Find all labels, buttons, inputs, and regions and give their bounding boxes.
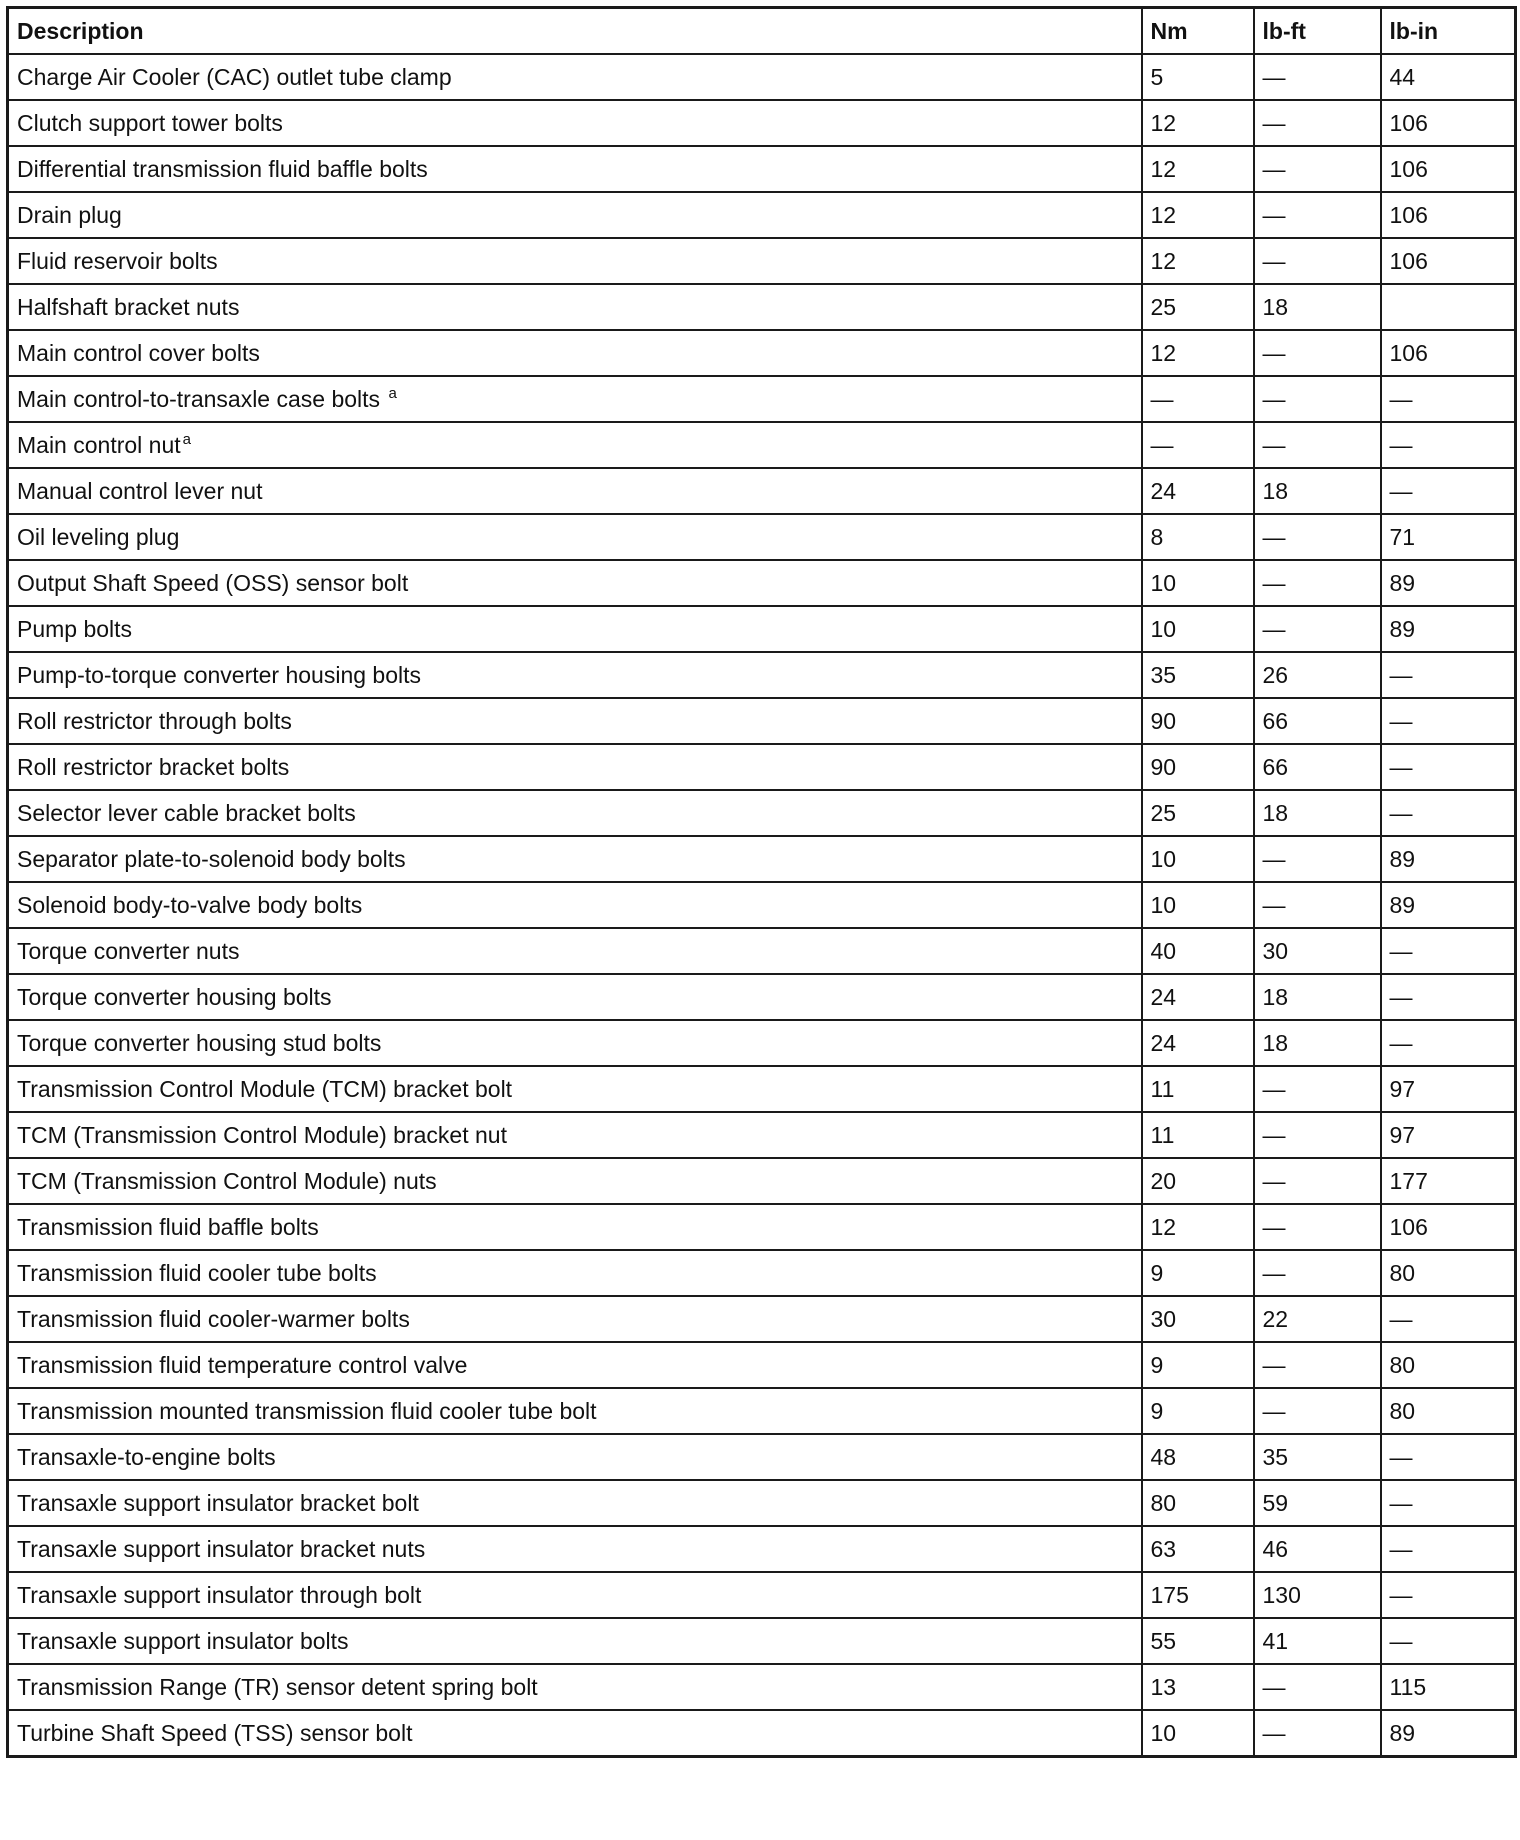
- table-row: [8, 1434, 1516, 1480]
- cell-nm: 48: [1142, 1434, 1254, 1480]
- cell-nm: 10: [1142, 560, 1254, 606]
- table-row: [8, 1158, 1516, 1204]
- description-text: Fluid reservoir bolts: [17, 247, 218, 274]
- cell-nm: 30: [1142, 1296, 1254, 1342]
- cell-nm: 25: [1142, 790, 1254, 836]
- cell-nm: 10: [1142, 836, 1254, 882]
- table-row: [8, 1112, 1516, 1158]
- cell-lb-ft: —: [1254, 1388, 1381, 1434]
- cell-lb-in: —: [1381, 1020, 1516, 1066]
- cell-nm: 9: [1142, 1342, 1254, 1388]
- cell-lb-ft: —: [1254, 1066, 1381, 1112]
- cell-lb-in: 89: [1381, 882, 1516, 928]
- cell-nm: 12: [1142, 330, 1254, 376]
- cell-description: [8, 1020, 1142, 1066]
- cell-lb-in: —: [1381, 652, 1516, 698]
- cell-description: [8, 284, 1142, 330]
- description-text: Transaxle support insulator bracket nuts: [17, 1535, 426, 1562]
- cell-nm: 12: [1142, 192, 1254, 238]
- cell-description: [8, 468, 1142, 514]
- table-row: [8, 1710, 1516, 1757]
- description-text: Transmission Range (TR) sensor detent spring bolt: [17, 1673, 538, 1700]
- table-header-row: [8, 8, 1516, 55]
- cell-description: [8, 100, 1142, 146]
- cell-lb-in: 106: [1381, 192, 1516, 238]
- cell-description: [8, 1618, 1142, 1664]
- footnote-marker: a: [388, 384, 397, 402]
- table-row: [8, 54, 1516, 100]
- cell-description: [8, 1066, 1142, 1112]
- cell-description: [8, 698, 1142, 744]
- cell-nm: 24: [1142, 1020, 1254, 1066]
- description-text: Transaxle support insulator through bolt: [17, 1581, 422, 1608]
- cell-nm: 175: [1142, 1572, 1254, 1618]
- description-text: Torque converter nuts: [17, 937, 240, 964]
- cell-lb-ft: —: [1254, 560, 1381, 606]
- cell-lb-ft: —: [1254, 1112, 1381, 1158]
- table-row: [8, 146, 1516, 192]
- cell-lb-ft: 18: [1254, 284, 1381, 330]
- table-row: [8, 330, 1516, 376]
- table-row: [8, 698, 1516, 744]
- description-text: Transaxle support insulator bracket bolt: [17, 1489, 419, 1516]
- cell-lb-ft: —: [1254, 54, 1381, 100]
- cell-lb-ft: 41: [1254, 1618, 1381, 1664]
- cell-lb-ft: —: [1254, 836, 1381, 882]
- cell-description: [8, 146, 1142, 192]
- cell-lb-in: —: [1381, 376, 1516, 422]
- description-text: TCM (Transmission Control Module) bracket nut: [17, 1121, 507, 1148]
- cell-description: [8, 1664, 1142, 1710]
- description-text: Transmission fluid cooler tube bolts: [17, 1259, 377, 1286]
- cell-lb-ft: 18: [1254, 1020, 1381, 1066]
- cell-lb-in: 177: [1381, 1158, 1516, 1204]
- cell-lb-ft: 26: [1254, 652, 1381, 698]
- cell-lb-in: 71: [1381, 514, 1516, 560]
- cell-nm: 12: [1142, 100, 1254, 146]
- cell-lb-ft: 18: [1254, 790, 1381, 836]
- table-row: [8, 1526, 1516, 1572]
- header-nm: Nm: [1142, 8, 1254, 55]
- cell-description: [8, 1434, 1142, 1480]
- description-text: TCM (Transmission Control Module) nuts: [17, 1167, 437, 1194]
- cell-nm: 12: [1142, 1204, 1254, 1250]
- cell-lb-ft: 35: [1254, 1434, 1381, 1480]
- table-row: [8, 422, 1516, 468]
- table-row: [8, 1066, 1516, 1112]
- description-text: Main control nut: [17, 431, 181, 458]
- cell-nm: 9: [1142, 1250, 1254, 1296]
- description-text: Manual control lever nut: [17, 477, 263, 504]
- cell-lb-in: 80: [1381, 1250, 1516, 1296]
- description-text: Roll restrictor through bolts: [17, 707, 292, 734]
- description-text: Transmission fluid cooler-warmer bolts: [17, 1305, 410, 1332]
- cell-description: [8, 790, 1142, 836]
- cell-lb-in: 106: [1381, 330, 1516, 376]
- table-row: [8, 560, 1516, 606]
- cell-description: [8, 974, 1142, 1020]
- cell-description: [8, 606, 1142, 652]
- cell-lb-in: —: [1381, 698, 1516, 744]
- torque-specification-table: [6, 6, 1517, 1758]
- cell-lb-in: 106: [1381, 146, 1516, 192]
- table-row: [8, 882, 1516, 928]
- description-text: Charge Air Cooler (CAC) outlet tube clamp: [17, 63, 452, 90]
- cell-lb-ft: —: [1254, 514, 1381, 560]
- cell-lb-in: —: [1381, 928, 1516, 974]
- cell-nm: 20: [1142, 1158, 1254, 1204]
- cell-lb-in: 97: [1381, 1112, 1516, 1158]
- table-row: [8, 192, 1516, 238]
- table-row: [8, 928, 1516, 974]
- cell-lb-ft: 59: [1254, 1480, 1381, 1526]
- cell-nm: 24: [1142, 974, 1254, 1020]
- description-text: Transaxle support insulator bolts: [17, 1627, 349, 1654]
- cell-lb-ft: —: [1254, 1250, 1381, 1296]
- cell-nm: 10: [1142, 606, 1254, 652]
- table-row: [8, 790, 1516, 836]
- cell-nm: 9: [1142, 1388, 1254, 1434]
- table-row: [8, 1020, 1516, 1066]
- cell-nm: 90: [1142, 698, 1254, 744]
- cell-lb-ft: —: [1254, 238, 1381, 284]
- table-row: [8, 974, 1516, 1020]
- cell-nm: 10: [1142, 882, 1254, 928]
- cell-nm: 24: [1142, 468, 1254, 514]
- cell-description: [8, 1296, 1142, 1342]
- header-description: Description: [8, 8, 1142, 55]
- cell-description: [8, 1250, 1142, 1296]
- table-row: [8, 238, 1516, 284]
- cell-lb-ft: —: [1254, 1342, 1381, 1388]
- table-row: [8, 1388, 1516, 1434]
- table-row: [8, 1664, 1516, 1710]
- table-row: [8, 100, 1516, 146]
- cell-lb-in: —: [1381, 422, 1516, 468]
- description-text: Halfshaft bracket nuts: [17, 293, 240, 320]
- header-lb-ft: lb-ft: [1254, 8, 1381, 55]
- cell-lb-ft: —: [1254, 606, 1381, 652]
- description-text: Output Shaft Speed (OSS) sensor bolt: [17, 569, 409, 596]
- cell-description: [8, 238, 1142, 284]
- cell-description: [8, 1710, 1142, 1757]
- cell-description: [8, 652, 1142, 698]
- cell-lb-in: —: [1381, 974, 1516, 1020]
- cell-description: [8, 1572, 1142, 1618]
- description-text: Torque converter housing stud bolts: [17, 1029, 382, 1056]
- cell-lb-ft: —: [1254, 1710, 1381, 1757]
- cell-nm: 90: [1142, 744, 1254, 790]
- cell-lb-ft: —: [1254, 376, 1381, 422]
- cell-lb-ft: —: [1254, 146, 1381, 192]
- description-text: Selector lever cable bracket bolts: [17, 799, 356, 826]
- cell-lb-ft: 66: [1254, 698, 1381, 744]
- cell-nm: 12: [1142, 146, 1254, 192]
- cell-description: [8, 514, 1142, 560]
- table-row: [8, 606, 1516, 652]
- cell-lb-ft: 130: [1254, 1572, 1381, 1618]
- cell-lb-in: —: [1381, 744, 1516, 790]
- description-text: Main control cover bolts: [17, 339, 260, 366]
- description-text: Turbine Shaft Speed (TSS) sensor bolt: [17, 1719, 413, 1746]
- table-row: [8, 836, 1516, 882]
- cell-description: [8, 422, 1142, 468]
- cell-lb-in: —: [1381, 1618, 1516, 1664]
- cell-description: [8, 1388, 1142, 1434]
- cell-lb-ft: —: [1254, 330, 1381, 376]
- header-lb-in: lb-in: [1381, 8, 1516, 55]
- cell-description: [8, 1112, 1142, 1158]
- cell-description: [8, 1158, 1142, 1204]
- cell-description: [8, 1526, 1142, 1572]
- cell-description: [8, 560, 1142, 606]
- description-text: Transmission mounted transmission fluid cooler tube bolt: [17, 1397, 597, 1424]
- table-row: [8, 514, 1516, 560]
- cell-lb-in: 89: [1381, 560, 1516, 606]
- cell-lb-in: —: [1381, 1572, 1516, 1618]
- cell-description: [8, 376, 1142, 422]
- description-text: Solenoid body-to-valve body bolts: [17, 891, 363, 918]
- cell-lb-ft: —: [1254, 882, 1381, 928]
- footnote-marker: a: [182, 430, 191, 448]
- cell-nm: 12: [1142, 238, 1254, 284]
- cell-lb-in: [1381, 284, 1516, 330]
- cell-lb-ft: —: [1254, 100, 1381, 146]
- cell-description: [8, 882, 1142, 928]
- description-text: Differential transmission fluid baffle bolts: [17, 155, 428, 182]
- cell-description: [8, 1204, 1142, 1250]
- cell-lb-in: 80: [1381, 1388, 1516, 1434]
- cell-description: [8, 744, 1142, 790]
- cell-description: [8, 192, 1142, 238]
- table-body: [8, 54, 1516, 1757]
- table-row: [8, 652, 1516, 698]
- cell-description: [8, 1480, 1142, 1526]
- cell-lb-ft: —: [1254, 1204, 1381, 1250]
- description-text: Roll restrictor bracket bolts: [17, 753, 290, 780]
- table-row: [8, 1296, 1516, 1342]
- table-row: [8, 744, 1516, 790]
- table-row: [8, 1572, 1516, 1618]
- table-row: [8, 284, 1516, 330]
- cell-lb-in: 106: [1381, 100, 1516, 146]
- cell-lb-ft: 18: [1254, 974, 1381, 1020]
- cell-lb-in: 89: [1381, 1710, 1516, 1757]
- cell-lb-in: —: [1381, 1296, 1516, 1342]
- cell-lb-in: 89: [1381, 836, 1516, 882]
- cell-lb-ft: —: [1254, 422, 1381, 468]
- description-text: Transaxle-to-engine bolts: [17, 1443, 276, 1470]
- cell-description: [8, 330, 1142, 376]
- cell-lb-in: —: [1381, 1434, 1516, 1480]
- cell-nm: 63: [1142, 1526, 1254, 1572]
- cell-nm: 25: [1142, 284, 1254, 330]
- description-text: Transmission fluid baffle bolts: [17, 1213, 319, 1240]
- cell-nm: 55: [1142, 1618, 1254, 1664]
- description-text: Main control-to-transaxle case bolts: [17, 385, 387, 412]
- description-text: Pump-to-torque converter housing bolts: [17, 661, 421, 688]
- cell-nm: 35: [1142, 652, 1254, 698]
- cell-lb-in: 89: [1381, 606, 1516, 652]
- cell-lb-in: 106: [1381, 238, 1516, 284]
- table-row: [8, 1618, 1516, 1664]
- description-text: Drain plug: [17, 201, 122, 228]
- cell-description: [8, 1342, 1142, 1388]
- description-text: Clutch support tower bolts: [17, 109, 283, 136]
- cell-description: [8, 836, 1142, 882]
- cell-lb-in: —: [1381, 1526, 1516, 1572]
- cell-lb-ft: 30: [1254, 928, 1381, 974]
- table-row: [8, 468, 1516, 514]
- cell-lb-ft: 46: [1254, 1526, 1381, 1572]
- cell-lb-in: 106: [1381, 1204, 1516, 1250]
- cell-nm: 40: [1142, 928, 1254, 974]
- cell-description: [8, 928, 1142, 974]
- cell-nm: —: [1142, 422, 1254, 468]
- cell-lb-in: 115: [1381, 1664, 1516, 1710]
- cell-lb-in: 44: [1381, 54, 1516, 100]
- cell-nm: —: [1142, 376, 1254, 422]
- cell-nm: 8: [1142, 514, 1254, 560]
- description-text: Torque converter housing bolts: [17, 983, 332, 1010]
- cell-lb-ft: —: [1254, 1158, 1381, 1204]
- cell-nm: 11: [1142, 1112, 1254, 1158]
- description-text: Transmission fluid temperature control valve: [17, 1351, 468, 1378]
- cell-nm: 10: [1142, 1710, 1254, 1757]
- cell-lb-ft: 18: [1254, 468, 1381, 514]
- description-text: Pump bolts: [17, 615, 133, 642]
- cell-nm: 5: [1142, 54, 1254, 100]
- table-row: [8, 1342, 1516, 1388]
- description-text: Separator plate-to-solenoid body bolts: [17, 845, 406, 872]
- table-row: [8, 1480, 1516, 1526]
- description-text: Transmission Control Module (TCM) bracket bolt: [17, 1075, 513, 1102]
- table-row: [8, 1204, 1516, 1250]
- cell-lb-in: —: [1381, 790, 1516, 836]
- cell-description: [8, 54, 1142, 100]
- cell-nm: 13: [1142, 1664, 1254, 1710]
- cell-nm: 80: [1142, 1480, 1254, 1526]
- cell-lb-in: 80: [1381, 1342, 1516, 1388]
- cell-lb-ft: —: [1254, 192, 1381, 238]
- description-text: Oil leveling plug: [17, 523, 180, 550]
- cell-lb-in: —: [1381, 468, 1516, 514]
- table-row: [8, 376, 1516, 422]
- cell-lb-ft: 66: [1254, 744, 1381, 790]
- cell-lb-in: 97: [1381, 1066, 1516, 1112]
- cell-nm: 11: [1142, 1066, 1254, 1112]
- cell-lb-in: —: [1381, 1480, 1516, 1526]
- table-row: [8, 1250, 1516, 1296]
- cell-lb-ft: —: [1254, 1664, 1381, 1710]
- cell-lb-ft: 22: [1254, 1296, 1381, 1342]
